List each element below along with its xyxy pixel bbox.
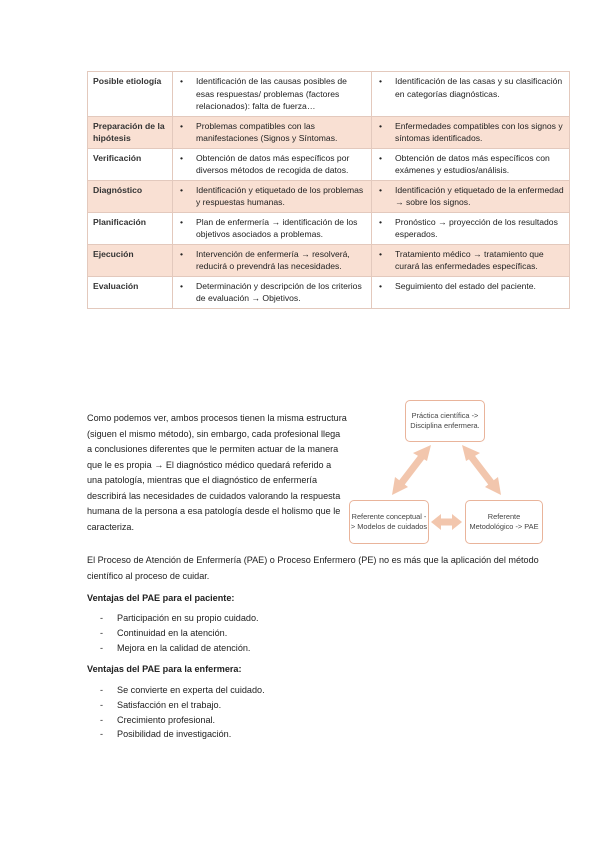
- row-header: Verificación: [88, 148, 173, 180]
- bullet-icon: •: [180, 280, 184, 291]
- table-row: [88, 212, 570, 244]
- diagram-box-label: Referente Metodológico -> PAE: [469, 512, 539, 531]
- dash-icon: -: [100, 714, 104, 725]
- intro-paragraph: Como podemos ver, ambos procesos tienen la misma estructura (siguen el mismo método), sin embargo, cada profesional llega a conclusiones diferentes que le permiten actuar de la manera que le es propia → El diagnóstico médico quedará referido a una patología, mientras que el diagnóstico de enfermería describirá las necesidades de cuidados valorando la respuesta humana de la persona a esa patología desde el holismo que le caracteriza.: [87, 413, 347, 532]
- diagram-box-referente-metodologico: [465, 500, 543, 544]
- table-cell: Determinación y descripción de los criterios de evaluación → Objetivos.: [196, 280, 362, 303]
- list-item: - Satisfacción en el trabajo.: [87, 698, 507, 713]
- table-row: [88, 148, 570, 180]
- bullet-icon: •: [379, 248, 383, 259]
- bullet-icon: •: [379, 216, 383, 227]
- list-item: - Mejora en la calidad de atención.: [87, 641, 507, 656]
- table-cell: Identificación y etiquetado de la enfermedad → sobre los signos.: [395, 184, 564, 207]
- bullet-icon: •: [379, 152, 383, 163]
- table-row: [88, 116, 570, 148]
- diagram-box-label: Práctica científica -> Disciplina enfermera.: [410, 411, 480, 430]
- table-cell: Pronóstico → proyección de los resultados esperados.: [395, 216, 558, 239]
- list-item: - Crecimiento profesional.: [87, 713, 507, 728]
- cycle-diagram: [345, 395, 575, 550]
- arrow-right-shaft: [470, 455, 493, 485]
- row-header: Posible etiología: [88, 72, 173, 117]
- dash-icon: -: [100, 613, 104, 623]
- table-row: [88, 276, 570, 308]
- bullet-icon: •: [379, 120, 383, 131]
- diagram-box-label: Referente conceptual -> Modelos de cuidados: [350, 512, 428, 531]
- row-header: Evaluación: [88, 276, 173, 308]
- table-cell: Identificación de las casas y su clasificación en categorías diagnósticas.: [395, 76, 563, 99]
- comparison-table: [87, 71, 570, 309]
- bullet-icon: •: [180, 248, 184, 259]
- row-header: Preparación de la hipótesis: [88, 116, 173, 148]
- diagram-box-practica: [405, 400, 485, 442]
- dash-icon: -: [100, 642, 104, 653]
- ventajas-paciente-heading: Ventajas del PAE para el paciente:: [87, 593, 235, 603]
- dash-icon: -: [100, 699, 104, 710]
- table-cell: Plan de enfermería → identificación de los objetivos asociados a problemas.: [196, 216, 358, 239]
- bullet-icon: •: [180, 120, 184, 131]
- table-cell: Tratamiento médico → tratamiento que curará las enfermedades específicas.: [395, 248, 544, 271]
- list-item: - Posibilidad de investigación.: [87, 727, 507, 742]
- list-item: - Participación en su propio cuidado.: [87, 611, 507, 626]
- table-cell: Problemas compatibles con las manifestaciones (Signos y Síntomas.: [196, 120, 338, 143]
- bullet-icon: •: [180, 76, 184, 86]
- ventajas-enfermera-heading: Ventajas del PAE para la enfermera:: [87, 664, 242, 674]
- ventajas-enfermera-list: [87, 683, 507, 742]
- table-cell: Obtención de datos más específicos con exámenes y estudios/análisis.: [395, 152, 550, 175]
- dash-icon: -: [100, 685, 104, 695]
- ventajas-paciente-list: [87, 611, 507, 655]
- table-row: [88, 180, 570, 212]
- list-item: - Continuidad en la atención.: [87, 626, 507, 641]
- arrow-bottom: [431, 514, 462, 530]
- row-header: Planificación: [88, 212, 173, 244]
- bullet-icon: •: [379, 76, 383, 86]
- bullet-icon: •: [379, 184, 383, 195]
- arrow-left-shaft: [400, 455, 423, 485]
- pae-paragraph: El Proceso de Atención de Enfermería (PAE) o Proceso Enfermero (PE) no es más que la aplicación del método científico al proceso de cuidar.: [87, 555, 539, 581]
- row-header: Ejecución: [88, 244, 173, 276]
- diagram-box-referente-conceptual: [349, 500, 429, 544]
- bullet-icon: •: [379, 280, 383, 291]
- arrow-bottom-head-a: [431, 514, 441, 530]
- dash-icon: -: [100, 729, 104, 740]
- table-cell: Intervención de enfermería → resolverá, reducirá o prevendrá las necesidades.: [196, 248, 350, 271]
- bullet-icon: •: [180, 152, 184, 163]
- arrow-bottom-head-b: [452, 514, 462, 530]
- table-row: [88, 244, 570, 276]
- arrow-left: [392, 445, 431, 495]
- table-cell: Identificación de las causas posibles de esas respuestas/ problemas (factores relacionados): falta de fuerza…: [196, 76, 347, 111]
- table-cell: Seguimiento del estado del paciente.: [395, 280, 536, 291]
- dash-icon: -: [100, 627, 104, 638]
- table-cell: Obtención de datos más específicos por diversos métodos de recogida de datos.: [196, 152, 350, 175]
- table-cell: Identificación y etiquetado de los problemas y respuestas humanas.: [196, 184, 364, 207]
- table-row: [88, 72, 570, 117]
- bullet-icon: •: [180, 184, 184, 195]
- table-cell: Enfermedades compatibles con los signos y síntomas identificados.: [395, 120, 563, 143]
- row-header: Diagnóstico: [88, 180, 173, 212]
- bullet-icon: •: [180, 216, 184, 227]
- arrow-right: [462, 445, 501, 495]
- list-item: - Se convierte en experta del cuidado.: [87, 683, 507, 698]
